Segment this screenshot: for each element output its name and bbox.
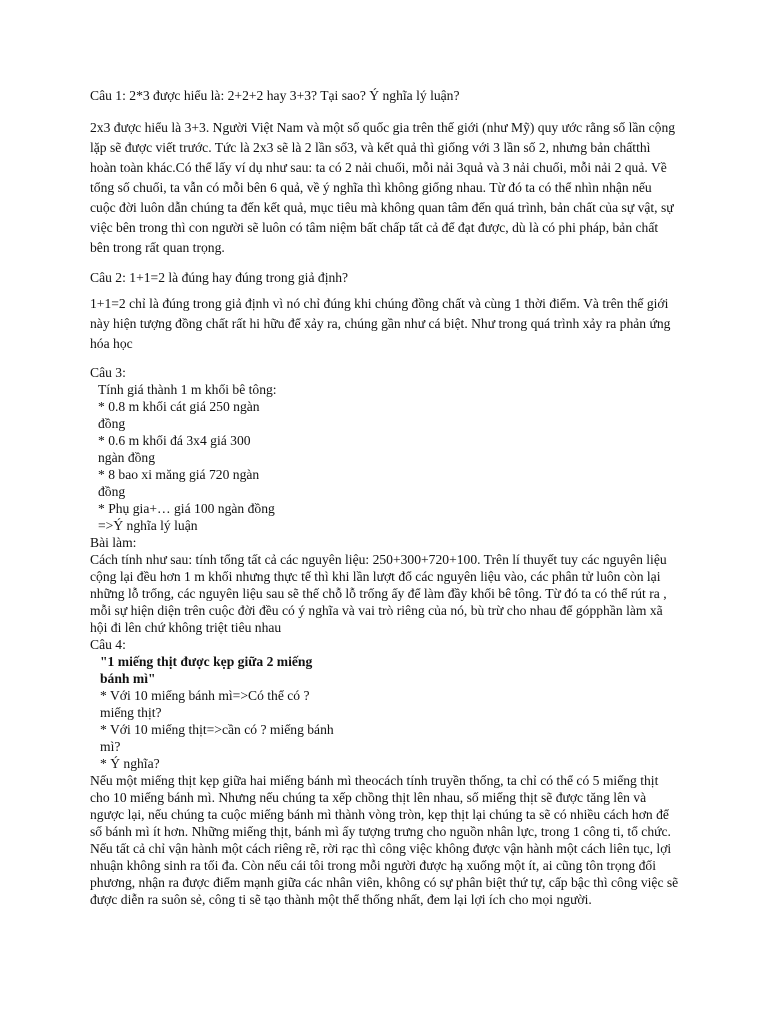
question-3-line: * 0.6 m khối đá 3x4 giá 300 bbox=[98, 433, 251, 448]
question-3-line: Tính giá thành 1 m khối bê tông: bbox=[98, 382, 277, 397]
question-4-line: miếng thịt? bbox=[100, 705, 162, 720]
question-4-line: * Với 10 miếng thịt=>cần có ? miếng bánh bbox=[100, 722, 334, 737]
question-4-quote bbox=[90, 653, 350, 687]
quote-line: bánh mì" bbox=[100, 671, 156, 686]
question-3-line: * 8 bao xi măng giá 720 ngàn bbox=[98, 467, 260, 482]
question-3-line: ngàn đồng bbox=[98, 450, 156, 465]
question-2-heading: Câu 2: 1+1=2 là đúng hay đúng trong giả định? bbox=[90, 270, 349, 285]
question-3-answer: Cách tính như sau: tính tổng tất cả các nguyên liệu: 250+300+720+100. Trên lí thuyết tuy các nguyên liệu cộng lại đều hơn 1 m khối nhưng thực tế thì khi lần lượt đổ các nguyên liệu vào, các phân tử luôn còn lại những lỗ trống, các nguyên liệu sau sẽ thế chỗ lỗ trống ấy để làm đầy khối bê tông. Từ đó ta có thể rút ra , mỗi sự hiện diện trên cuộc đời đều có ý nghĩa và vai trò riêng của nó, bù trừ cho nhau để gópphần làm xã hội đi lên chứ không triệt tiêu nhau bbox=[90, 552, 667, 635]
question-4-line: mì? bbox=[100, 739, 121, 754]
document-page bbox=[90, 86, 680, 908]
bai-lam-label: Bài làm: bbox=[90, 535, 137, 550]
question-1-answer: 2x3 được hiểu là 3+3. Người Việt Nam và một số quốc gia trên thế giới (như Mỹ) quy ước rằng số lần cộng lặp sẽ được viết trước. Tức là 2x3 sẽ là 2 lần số3, và kết quả thì giống với 3 lần số 2, nhưng bản chấtthì hoàn toàn khác.Có thể lấy ví dụ như sau: ta có 2 nải chuối, mỗi nải 3quả và 3 nải chuối, mỗi nải 2 quả. Về tổng số chuối, ta vẫn có mỗi bên 6 quả, về ý nghĩa thì không giống nhau. Từ đó ta có thể nhìn nhận nếu cuộc đời luôn dẫn chúng ta đến kết quả, mục tiêu mà không quan tâm đến quá trình, bản chất của sự vật, sự việc bên trong thì con người sẽ luôn có tâm niệm bất chấp tất cả để đạt được, dù là có phi pháp, bản chất bên trong rất quan trọng. bbox=[90, 120, 676, 255]
question-2-answer: 1+1=2 chỉ là đúng trong giả định vì nó chỉ đúng khi chúng đồng chất và cùng 1 thời điểm. Và trên thế giới này hiện tượng đồng chất rất hi hữu để xảy ra, chúng gần như cá biệt. Như trong quá trình xảy ra phản ứng hóa học bbox=[90, 296, 671, 351]
question-4-answer: Nếu một miếng thịt kẹp giữa hai miếng bánh mì theocách tính truyền thống, ta chỉ có thể có 5 miếng thịt cho 10 miếng bánh mì. Nhưng nếu chúng ta xếp chồng thịt lên nhau, số miếng thịt sẽ được tăng lên và ngược lại, nếu chúng ta cuộc miếng bánh mì thành vòng tròn, kẹp thịt lại chúng ta sẽ có nhiều cách hơn để số bánh mì ít hơn. Những miếng thịt, bánh mì ấy tượng trưng cho nguồn nhân lực, trong 1 công ti, tổ chức. Nếu tất cả chỉ vận hành một cách riêng rẽ, rời rạc thì công việc không được vận hành một cách liên tục, lợi nhuận không sinh ra tối đa. Còn nếu cái tôi trong mỗi người được hạ xuống một ít, ai cũng tôn trọng đối phương, nhận ra được điểm mạnh giữa các nhân viên, không có sự phân biệt thứ tự, cấp bậc thì công việc sẽ được diễn ra suôn sẻ, công ti sẽ tạo thành một thể thống nhất, đem lại lợi ích cho mọi người. bbox=[90, 773, 679, 907]
question-1-heading: Câu 1: 2*3 được hiểu là: 2+2+2 hay 3+3? Tại sao? Ý nghĩa lý luận? bbox=[90, 88, 460, 103]
question-4-line: * Ý nghĩa? bbox=[100, 756, 160, 771]
quote-line: "1 miếng thịt được kẹp giữa 2 miếng bbox=[100, 654, 313, 669]
question-3-line: đồng bbox=[98, 416, 126, 431]
question-3-heading: Câu 3: bbox=[90, 365, 126, 380]
question-4-heading: Câu 4: bbox=[90, 637, 126, 652]
question-4-line: * Với 10 miếng bánh mì=>Có thể có ? bbox=[100, 688, 310, 703]
question-3-line: * 0.8 m khối cát giá 250 ngàn bbox=[98, 399, 260, 414]
question-3-line: * Phụ gia+… giá 100 ngàn đồng bbox=[98, 501, 275, 516]
question-3-line: đồng bbox=[98, 484, 126, 499]
question-4-prompt bbox=[90, 687, 368, 772]
question-3-prompt bbox=[90, 381, 328, 534]
question-3-line: =>Ý nghĩa lý luận bbox=[98, 518, 198, 533]
